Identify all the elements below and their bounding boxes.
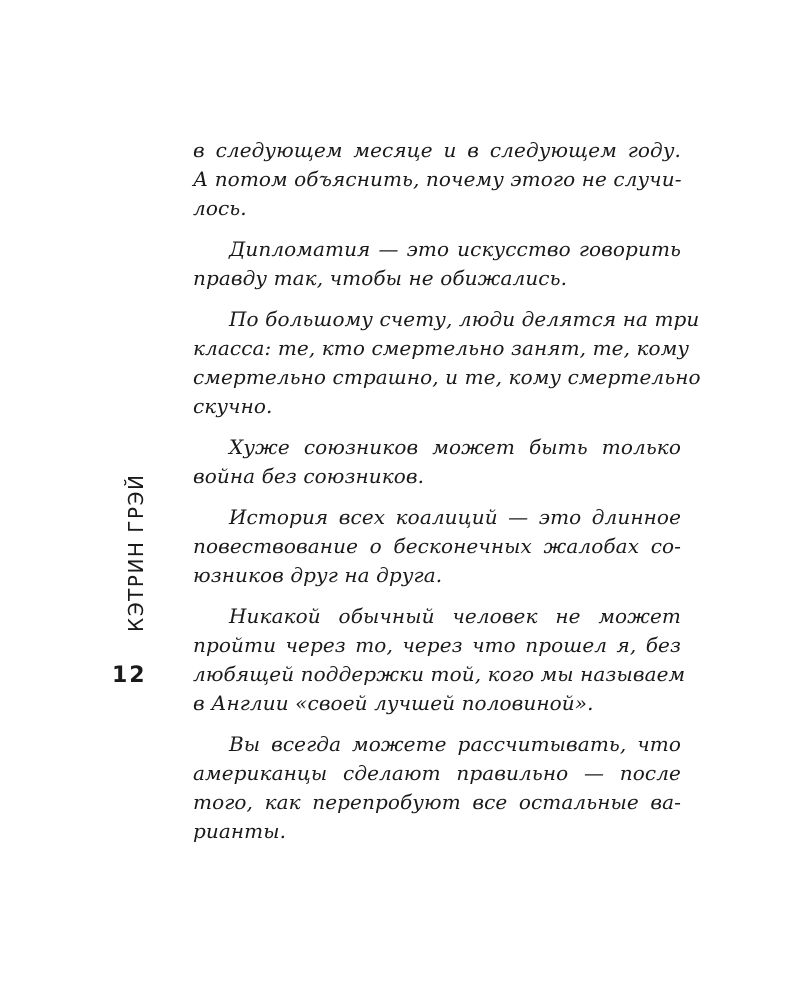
- text-line: юзников друг на друга.: [193, 563, 443, 587]
- text-line: американцы сделают правильно — после: [193, 761, 681, 785]
- paragraph: [193, 602, 686, 718]
- running-head-author: КЭТРИН ГРЭЙ: [124, 473, 148, 632]
- text-line: Вы всегда можете рассчитывать, что: [229, 732, 681, 756]
- text-line: правду так, чтобы не обижались.: [193, 266, 568, 290]
- body-text: [193, 136, 701, 858]
- text-line: Никакой обычный человек не может: [229, 604, 681, 628]
- page-number: 12: [112, 663, 147, 688]
- text-line: пройти через то, через что прошел я, без: [193, 633, 681, 657]
- text-line: в Англии «своей лучшей половиной».: [193, 691, 594, 715]
- paragraph: [193, 305, 701, 421]
- paragraph: [193, 503, 681, 590]
- paragraph: [193, 433, 681, 491]
- text-line: лось.: [193, 196, 247, 220]
- text-line: смертельно страшно, и те, кому смертельно: [193, 365, 701, 389]
- paragraph: [193, 730, 681, 846]
- text-line: Дипломатия — это искусство говорить: [229, 237, 681, 261]
- text-line: класса: те, кто смертельно занят, те, кому: [193, 336, 690, 360]
- text-line: По большому счету, люди делятся на три: [229, 307, 700, 331]
- text-line: Хуже союзников может быть только: [229, 435, 681, 459]
- text-line: скучно.: [193, 394, 273, 418]
- paragraph: [193, 235, 681, 293]
- text-line: того, как перепробуют все остальные ва-: [193, 790, 681, 814]
- text-line: любящей поддержки той, кого мы называем: [193, 662, 686, 686]
- text-line: рианты.: [193, 819, 287, 843]
- text-line: А потом объяснить, почему этого не случи-: [193, 167, 682, 191]
- paragraph: [193, 136, 681, 223]
- text-line: повествование о бесконечных жалобах со-: [193, 534, 681, 558]
- text-line: война без союзников.: [193, 464, 425, 488]
- text-line: История всех коалиций — это длинное: [229, 505, 681, 529]
- text-line: в следующем месяце и в следующем году.: [193, 138, 681, 162]
